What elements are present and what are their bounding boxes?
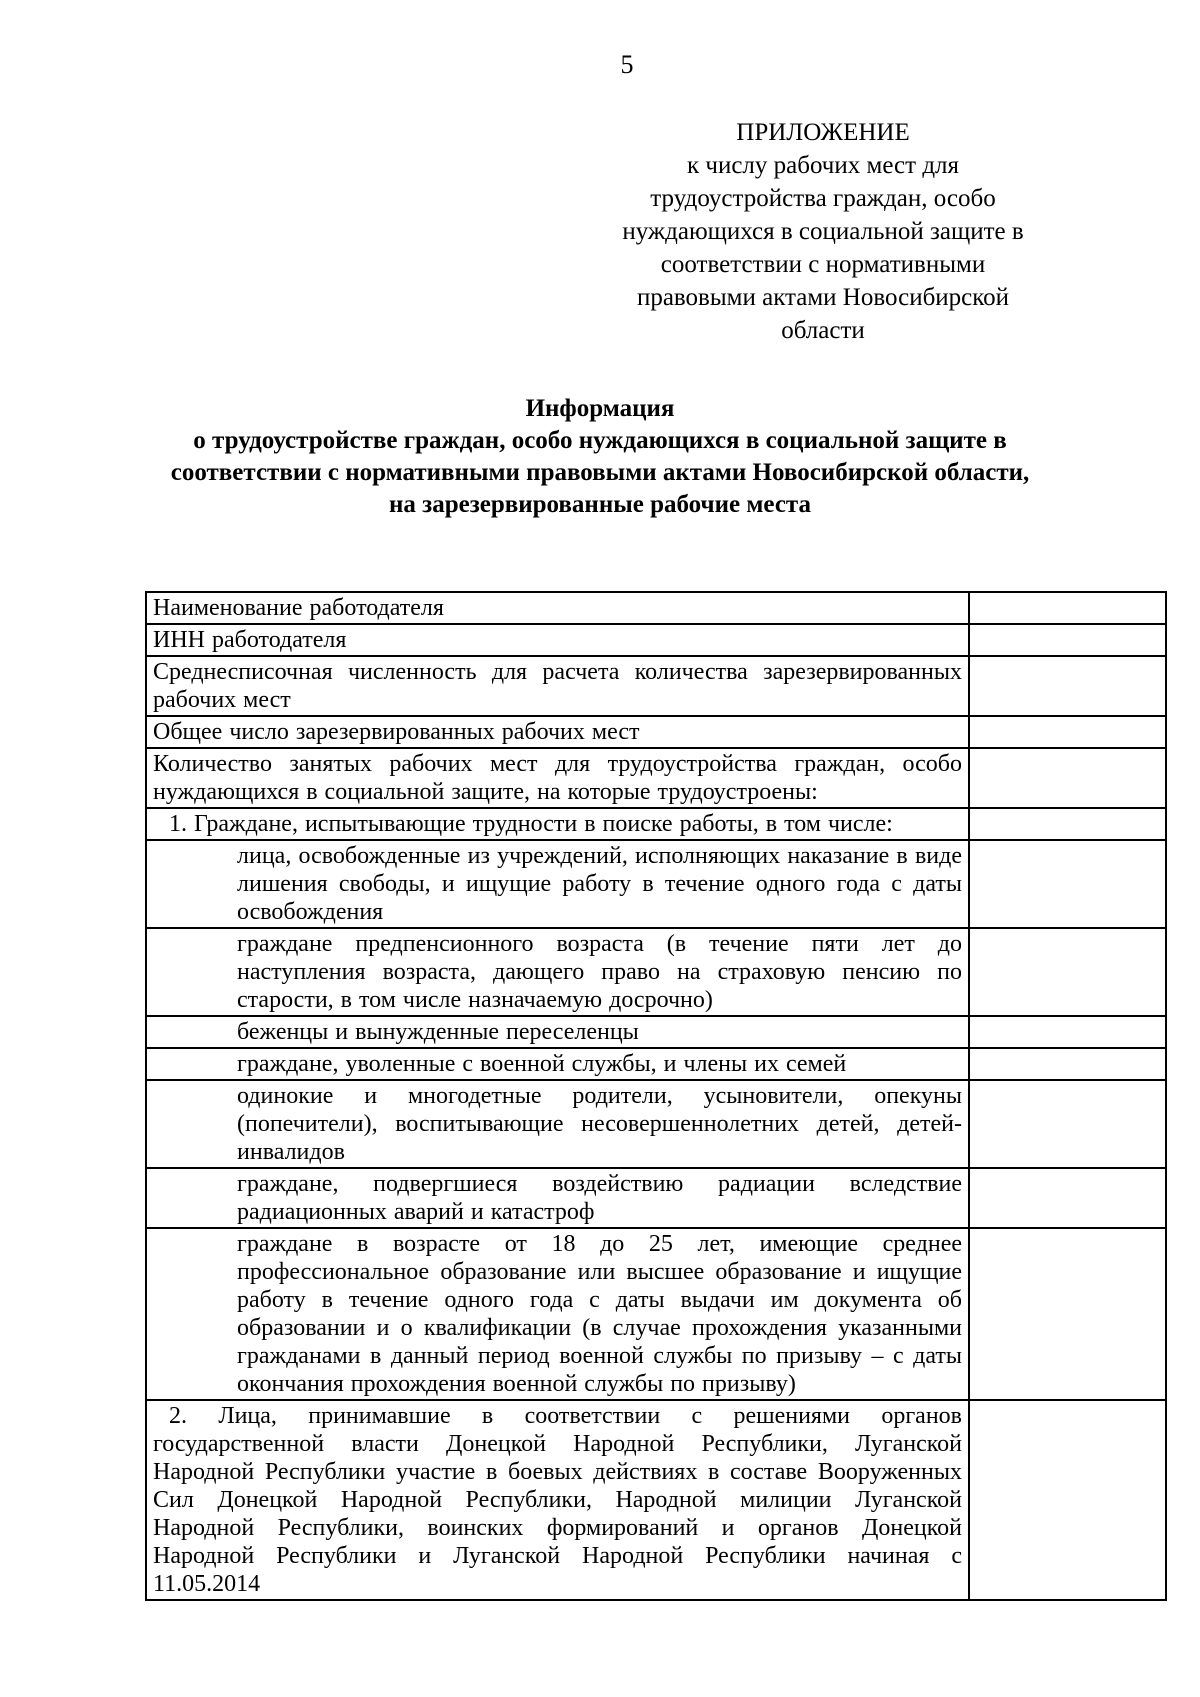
row-label: граждане предпенсионного возраста (в течение пяти лет до наступления возраста, дающего право на страховую пенсию по старости, в том числе назначаемую досрочно) bbox=[146, 928, 969, 1016]
row-value-cell bbox=[969, 1168, 1166, 1228]
row-value-cell bbox=[969, 1080, 1166, 1168]
row-value-cell bbox=[969, 928, 1166, 1016]
row-value-cell bbox=[969, 592, 1166, 624]
document-title-line: Информация bbox=[525, 395, 675, 422]
table-row bbox=[146, 1016, 1166, 1048]
row-value-cell bbox=[969, 808, 1166, 840]
row-label: Общее число зарезервированных рабочих мест bbox=[146, 716, 969, 748]
appendix-line: правовыми актами Новосибирской bbox=[636, 284, 1010, 311]
document-title bbox=[0, 393, 1200, 521]
table-row bbox=[146, 928, 1166, 1016]
table-row bbox=[146, 1168, 1166, 1228]
appendix-block bbox=[588, 116, 1058, 347]
row-value-cell bbox=[969, 624, 1166, 656]
document-title-line: о трудоустройстве граждан, особо нуждающихся в социальной защите в bbox=[193, 427, 1007, 454]
table-row bbox=[146, 1080, 1166, 1168]
info-table bbox=[145, 591, 1167, 1601]
row-label: Количество занятых рабочих мест для трудоустройства граждан, особо нуждающихся в социальной защите, на которые трудоустроены: bbox=[146, 748, 969, 808]
row-value-cell bbox=[969, 1048, 1166, 1080]
table-row bbox=[146, 1048, 1166, 1080]
row-value-cell bbox=[969, 1016, 1166, 1048]
row-label: ИНН работодателя bbox=[146, 624, 969, 656]
table-row bbox=[146, 808, 1166, 840]
row-label: граждане, уволенные с военной службы, и члены их семей bbox=[146, 1048, 969, 1080]
appendix-line: нуждающихся в социальной защите в bbox=[622, 218, 1024, 245]
table-row bbox=[146, 656, 1166, 716]
row-label: Среднесписочная численность для расчета количества зарезервированных рабочих мест bbox=[146, 656, 969, 716]
row-label: лица, освобожденные из учреждений, исполняющих наказание в виде лишения свободы, и ищущие работу в течение одного года с даты освобождения bbox=[146, 840, 969, 928]
table-row bbox=[146, 840, 1166, 928]
row-label: граждане в возрасте от 18 до 25 лет, имеющие среднее профессиональное образование или высшее образование и ищущие работу в течение одного года с даты выдачи им документа об образовании и о квалификации (в случае прохождения указанными гражданами в данный период военной службы по призыву – с даты окончания прохождения военной службы по призыву) bbox=[146, 1228, 969, 1400]
row-value-cell bbox=[969, 840, 1166, 928]
table-row bbox=[146, 624, 1166, 656]
document-title-line: соответствии с нормативными правовыми актами Новосибирской области, bbox=[170, 459, 1030, 486]
row-value-cell bbox=[969, 716, 1166, 748]
table-row bbox=[146, 748, 1166, 808]
row-label: Наименование работодателя bbox=[146, 592, 969, 624]
document-title-line: на зарезервированные рабочие места bbox=[389, 491, 811, 518]
row-value-cell bbox=[969, 1400, 1166, 1600]
appendix-line: трудоустройства граждан, особо bbox=[650, 185, 996, 212]
row-value-cell bbox=[969, 1228, 1166, 1400]
table-row bbox=[146, 1228, 1166, 1400]
row-value-cell bbox=[969, 748, 1166, 808]
row-value-cell bbox=[969, 656, 1166, 716]
table-row bbox=[146, 716, 1166, 748]
row-label: граждане, подвергшиеся воздействию радиации вследствие радиационных аварий и катастроф bbox=[146, 1168, 969, 1228]
appendix-line: к числу рабочих мест для bbox=[686, 152, 960, 179]
row-label: 2. Лица, принимавшие в соответствии с решениями органов государственной власти Донецкой Народной Республики, Луганской Народной Республики участие в боевых действиях в составе Вооруженных Сил Донецкой Народной Республики, Народной милиции Луганской Народной Республики, воинских формирований и органов Донецкой Народной Республики и Луганской Народной Республики начиная с 11.05.2014 bbox=[146, 1400, 969, 1600]
page-number: 5 bbox=[620, 50, 634, 79]
table-row bbox=[146, 592, 1166, 624]
row-label: 1. Граждане, испытывающие трудности в поиске работы, в том числе: bbox=[146, 808, 969, 840]
table-row bbox=[146, 1400, 1166, 1600]
appendix-line: соответствии с нормативными bbox=[660, 251, 986, 278]
row-label: беженцы и вынужденные переселенцы bbox=[146, 1016, 969, 1048]
appendix-line: области bbox=[781, 317, 865, 344]
appendix-heading: ПРИЛОЖЕНИЕ bbox=[736, 119, 910, 146]
row-label: одинокие и многодетные родители, усыновители, опекуны (попечители), воспитывающие несовершеннолетних детей, детей-инвалидов bbox=[146, 1080, 969, 1168]
